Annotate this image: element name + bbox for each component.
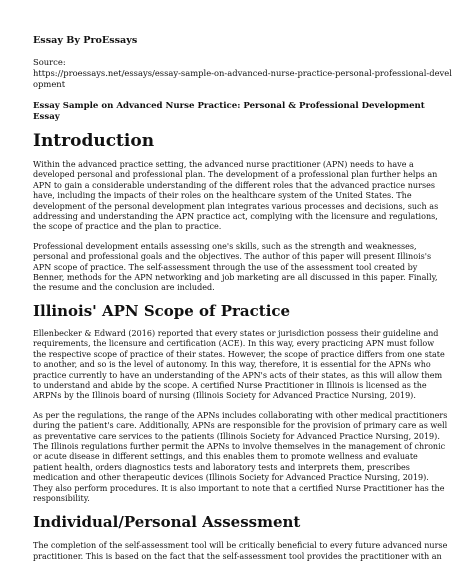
paragraph: Ellenbecker & Edward (2016) reported that every states or jurisdiction possess their guideline and requirements, the licensure and certification (ACE). In this way, every practicing APN must follow the respective scope of practice of their states. However, the scope of practice differs from one state to another, and so is the level of autonomy. In this way, therefore, it is essential for the APNs who practice currently to have an understanding of the APN's acts of their states, as this will allow them to understand and abide by the scope. A certified Nurse Practitioner in Illinois is licensed as the ARPNs by the Illinois board of nursing (Illinois Society for Advanced Practice Nursing, 2019).: [33, 328, 445, 401]
section-heading-introduction: Introduction: [33, 131, 155, 151]
section-heading-personal-assessment: Individual/Personal Assessment: [33, 513, 301, 532]
paragraph: The completion of the self-assessment tool will be critically beneficial to every future advanced nurse practitioner. This is based on the fact that the self-assessment tool provides the practitioner with an: [33, 541, 448, 561]
paragraph: Professional development entails assessing one's skills, such as the strength and weaknesses, personal and professional goals and the objectives. The author of this paper will present Illinois's APN scope of practice. The self-assessment through the use of the assessment tool created by Benner, methods for the APN networking and job marketing are all discussed in this paper. Finally, the resume and the conclusion are included.: [33, 241, 438, 293]
paragraph: Within the advanced practice setting, the advanced nurse practitioner (APN) needs to have a developed personal and professional plan. The development of a professional plan further helps an APN to gain a considerable understanding of the different roles that the advanced practice nurses have, including the impacts of their roles on the healthcare system of the United States. The development of the personal development plan integrates various processes and decisions, such as addressing and understanding the APN practice act, complying with the licensure and regulations, the scope of practice and the plan to practice.: [33, 160, 439, 232]
source-url[interactable]: https://proessays.net/essays/essay-sample-on-advanced-nurse-practice-personal-professional-development: [33, 68, 452, 89]
source-label: Source:: [33, 57, 66, 67]
paragraph: As per the regulations, the range of the APNs includes collaborating with other medical practitioners during the patient's care. Additionally, APNs are responsible for the provision of primary care as well as preventative care services to the patients (Illinois Society for Advanced Practice Nursing, 2019). The Illinois regulations further permit the APNs to involve themselves in the management of chronic or acute disease in different settings, and this enables them to promote wellness and evaluate patient health, orders diagnostics tests and laboratory tests and interprets them, prescribes medication and other therapeutic devices (Illinois Society for Advanced Practice Nursing, 2019). They also perform procedures. It is also important to note that a certified Nurse Practitioner has the responsibility.: [33, 410, 448, 503]
document-title: Essay Sample on Advanced Nurse Practice: Personal & Professional Development Essay: [33, 101, 425, 122]
document-body: [33, 131, 449, 562]
section-heading-scope-of-practice: Illinois' APN Scope of Practice: [33, 301, 291, 320]
source-block: [33, 57, 453, 90]
brand-label: Essay By ProEssays: [33, 35, 138, 46]
